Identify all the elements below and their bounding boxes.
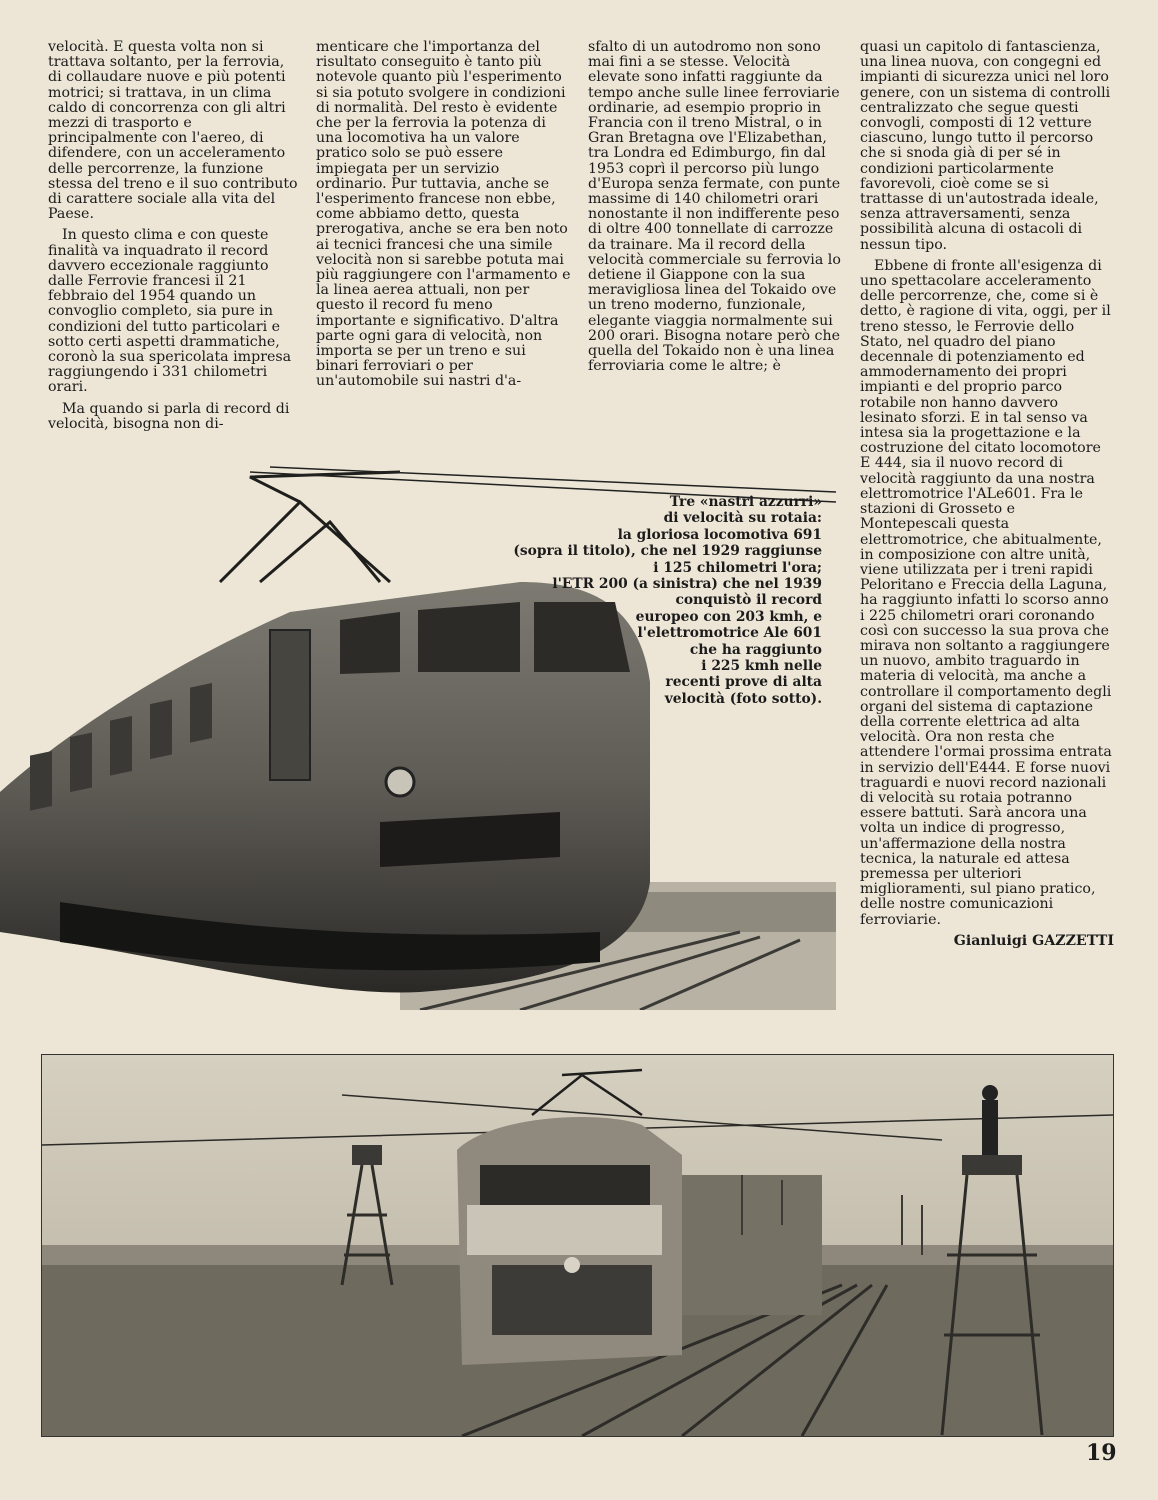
caption-line: l'elettromotrice Ale 601	[637, 625, 822, 642]
caption-line: di velocità su rotaia:	[663, 510, 822, 527]
caption-line: recenti prove di alta	[665, 674, 822, 691]
paragraph: In questo clima e con queste finalità va inquadrato il record davvero eccezionale raggiunto dalle Ferrovie francesi il 21 febbraio del 1954 quando un convoglio completo, sia pure in condizioni del tutto particolari e sotto certi aspetti drammatiche, coronò la sua spericolata impresa raggiungendo i 331 chilometri orari.	[48, 227, 292, 396]
caption-line: i 225 kmh nelle	[701, 658, 822, 675]
paragraph: Ebbene di fronte all'esigenza di uno spettacolare acceleramento delle percorrenze, che, come si è detto, è ragione di vita, oggi, per il treno stesso, le Ferrovie dello Stato, nel quadro del piano decennale di potenziamento ed ammodernamento dei propri impianti e del proprio parco rotabile non hanno davvero lesinato sforzi. E in tal senso va intesa sia la progettazione e la costruzione del citato locomotore E 444, sia il nuovo record di velocità raggiunto da una nostra elettromotrice l'ALe601. Fra le stazioni di Grosseto e Montepescali questa elettromotrice, che abitualmente, in composizione con altre unità, viene utilizzata per i treni rapidi Peloritano e Freccia della Laguna, ha raggiunto infatti lo scorso anno i 225 chilometri orari coronando così con successo la sua prova che mirava non soltanto a raggiungere un nuovo, ambito traguardo in materia di velocità, ma anche a controllare il comportamento degli organi del sistema di captazione della corrente elettrica ad alta velocità. Ora non resta che attendere l'ormai prossima entrata in servizio dell'E444. E forse nuovi traguardi e nuovi record nazionali di velocità su rotaia potranno essere battuti. Sarà ancora una volta un indice di progresso, un'affermazione della nostra tecnica, la naturale ed attesa premessa per ulteriori miglioramenti, sul piano pratico, delle nostre comunicazioni ferroviarie.	[860, 257, 1112, 928]
caption-line: conquistò il record	[675, 592, 822, 609]
caption-line: la gloriosa locomotiva 691	[617, 526, 822, 543]
paragraph: sfalto di un autodromo non sono mai fini a se stesse. Velocità elevate sono infatti raggiunte da tempo anche sulle linee ferroviarie ordinarie, ad esempio proprio in Francia con il treno Mistral, o in Gran Bretagna ove l'Elizabethan, tra Londra ed Edimburgo, fin dal 1953 coprì il percorso più lungo d'Europa senza fermate, con punte massime di 140 chilometri orari nonostante il non indifferente peso di oltre 400 tonnellate di carrozze da trainare. Ma il record della velocità commerciale su ferrovia lo detiene il Giappone con la sua meravigliosa linea del Tokaido ove un treno moderno, funzionale, elegante viaggia normalmente sui 200 orari. Bisogna notare però che quella del Tokaido non è una linea ferroviaria come le altre; è	[588, 39, 841, 375]
paragraph: quasi un capitolo di fantascienza, una linea nuova, con congegni ed impianti di sicurezza unici nel loro genere, con un sistema di controlli centralizzato che segue questi convogli, composti di 12 vetture ciascuno, lungo tutto il percorso che si snoda già di per sé in condizioni particolarmente favorevoli, cioè come se si trattasse di un'autostrada ideale, senza attraversamenti, senza possibilità alcuna di ostacoli di nessun tipo.	[860, 39, 1111, 253]
caption-line: velocità (foto sotto).	[664, 690, 822, 707]
caption-line: Tre «nastri azzurri»	[669, 494, 822, 510]
paragraph: Ma quando si parla di record di velocità, bisogna non di-	[48, 400, 290, 432]
caption-line: (sopra il titolo), che nel 1929 raggiunse	[513, 543, 822, 560]
caption-line: europeo con 203 kmh, e	[635, 608, 822, 625]
article-column-2	[316, 40, 572, 396]
caption-line: i 125 chilometri l'ora;	[653, 559, 822, 576]
photo-caption	[480, 494, 822, 707]
ale601-speed-test-photo	[41, 1054, 1114, 1437]
author-signature: Gianluigi GAZZETTI	[953, 932, 1114, 949]
article-column-3	[588, 40, 842, 380]
page-number: 19	[1086, 1440, 1117, 1466]
paragraph: velocità. E questa volta non si trattava soltanto, per la ferrovia, di collaudare nuove e più potenti motrici; si trattava, in un clima caldo di concorrenza con gli altri mezzi di trasporto e principalmente con l'aereo, di difendere, con un acceleramento delle percorrenze, la funzione stessa del treno e il suo contributo di carattere sociale alla vita del Paese.	[48, 39, 298, 223]
article-column-1	[48, 40, 298, 438]
paragraph: menticare che l'importanza del risultato conseguito è tanto più notevole quanto più l'esperimento si sia potuto svolgere in condizioni di normalità. Del resto è evidente che per la ferrovia la potenza di una locomotiva ha un valore pratico solo se può essere impiegata per un servizio ordinario. Pur tuttavia, anche se l'esperimento francese non ebbe, come abbiamo detto, questa prerogativa, anche se era ben noto ai tecnici francesi che una simile velocità non si sarebbe potuta mai più raggiungere con l'armamento e la linea aerea attuali, non per questo il record fu meno importante e significativo. D'altra parte ogni gara di velocità, non importa se per un treno e sui binari ferroviari o per un'automobile sui nastri d'a-	[316, 39, 571, 390]
caption-line: l'ETR 200 (a sinistra) che nel 1939	[552, 576, 822, 593]
article-column-4	[860, 40, 1114, 949]
caption-line: che ha raggiunto	[689, 641, 822, 658]
